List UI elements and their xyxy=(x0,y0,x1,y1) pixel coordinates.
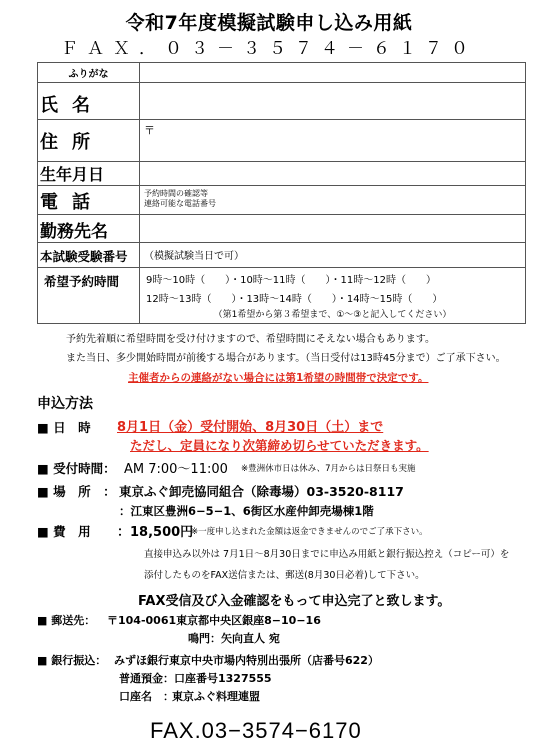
furigana-field[interactable] xyxy=(140,63,526,83)
place-address: ：江東区豊洲6−5−1、6街区水産仲卸売場棟1階 xyxy=(119,504,374,518)
address-label: 住所 xyxy=(38,120,140,162)
account-name: 東京ふぐ料理連盟 xyxy=(172,690,260,703)
phone-note-2: 連絡可能な電話番号 xyxy=(144,199,216,208)
date-deadline-note: ただし、定員になり次第締め切らせていただきます。 xyxy=(130,438,429,453)
phone-label: 電話 xyxy=(38,186,140,215)
application-form xyxy=(37,62,526,324)
furigana-label: ふりがな xyxy=(38,63,140,83)
application-heading: 申込方法 xyxy=(37,396,93,412)
birthdate-label: 生年月日 xyxy=(38,162,140,186)
time-slots-note: （第1希望から第３希望まで、①～③と記入してください） xyxy=(213,310,452,320)
place-value: 東京ふぐ卸売協同組合（除毒場）03-3520-8117 xyxy=(119,484,404,499)
name-field[interactable] xyxy=(140,83,526,120)
preferred-time-label: 希望予約時間 xyxy=(38,268,140,324)
address-field[interactable] xyxy=(140,120,526,162)
direct-application-note-2: 添付したものをFAX送信または、郵送(8月30日必着)して下さい。 xyxy=(144,570,425,581)
date-label: ■ 日 時 xyxy=(37,420,91,435)
date-value: 8月1日（金）受付開始、8月30日（土）まで xyxy=(117,420,384,435)
workplace-label: 勤務先名 xyxy=(38,215,140,243)
time-slots-row-1: 9時～10時（ ）・10時～11時（ ）・11時～12時（ ） xyxy=(146,275,436,286)
name-label: 氏名 xyxy=(38,83,140,120)
fax-number-top: ＦＡＸ．０３－３５７４－６１７０ xyxy=(61,39,477,58)
exam-number-label: 本試験受験番号 xyxy=(38,243,140,268)
preferred-time-field[interactable] xyxy=(140,268,526,324)
workplace-field[interactable] xyxy=(140,215,526,243)
fax-number-bottom: FAX.03−3574−6170 xyxy=(150,718,362,743)
account-type: 普通預金： xyxy=(119,672,174,685)
account-name-label: 口座名 ： xyxy=(119,690,174,703)
birthdate-field[interactable] xyxy=(140,162,526,186)
hours-value: AM 7:00～11:00 xyxy=(124,462,228,477)
phone-note-1: 予約時間の確認等 xyxy=(144,189,208,198)
bank-name: みずほ銀行東京中央市場内特別出張所（店番号622） xyxy=(114,654,379,667)
hours-label: ■ 受付時間： xyxy=(37,461,116,476)
time-slots-row-2: 12時～13時（ ）・13時～14時（ ）・14時～15時（ ） xyxy=(146,294,443,305)
hours-note: ※豊洲休市日は休み、7月からは日祭日も実施 xyxy=(241,464,416,474)
fee-label: ■ 費 用 xyxy=(37,524,91,539)
phone-field[interactable] xyxy=(140,186,526,215)
bank-label: ■ 銀行振込： xyxy=(37,654,107,667)
place-label: ■ 場 所 ： xyxy=(37,484,116,499)
note-first-come: 予約先着順に希望時間を受け付けますので、希望時間にそえない場合もあります。 xyxy=(66,334,435,345)
exam-number-note: （模擬試験当日で可） xyxy=(144,251,244,262)
note-default-first-choice: 主催者からの連絡がない場合には第1希望の時間帯で決定です。 xyxy=(128,372,429,384)
mail-label: ■ 郵送先： xyxy=(37,614,96,627)
direct-application-note-1: 直接申込み以外は 7月1日～8月30日までに申込み用紙と銀行振込控え（コピー可）を xyxy=(144,549,510,560)
fee-note: ※一度申し込まれた金額は返金できませんのでご了承下さい。 xyxy=(191,527,428,537)
note-start-time: また当日、多少開始時間が前後する場合があります。（当日受付は13時45分まで）ご了承下さい。 xyxy=(66,353,506,364)
page-title: 令和7年度模擬試験申し込み用紙 xyxy=(125,12,413,34)
account-number: 口座番号1327555 xyxy=(174,672,272,685)
completion-note: FAX受信及び入金確認をもって申込完了と致します。 xyxy=(138,594,451,609)
mail-recipient: 鳴門：矢向直人 宛 xyxy=(188,632,280,645)
postal-mark: 〒 xyxy=(144,124,155,137)
exam-number-field[interactable] xyxy=(140,243,526,268)
fee-value: ：18,500円 xyxy=(117,525,194,540)
mail-address: 〒104-0061東京都中央区銀座8−10−16 xyxy=(107,614,321,627)
